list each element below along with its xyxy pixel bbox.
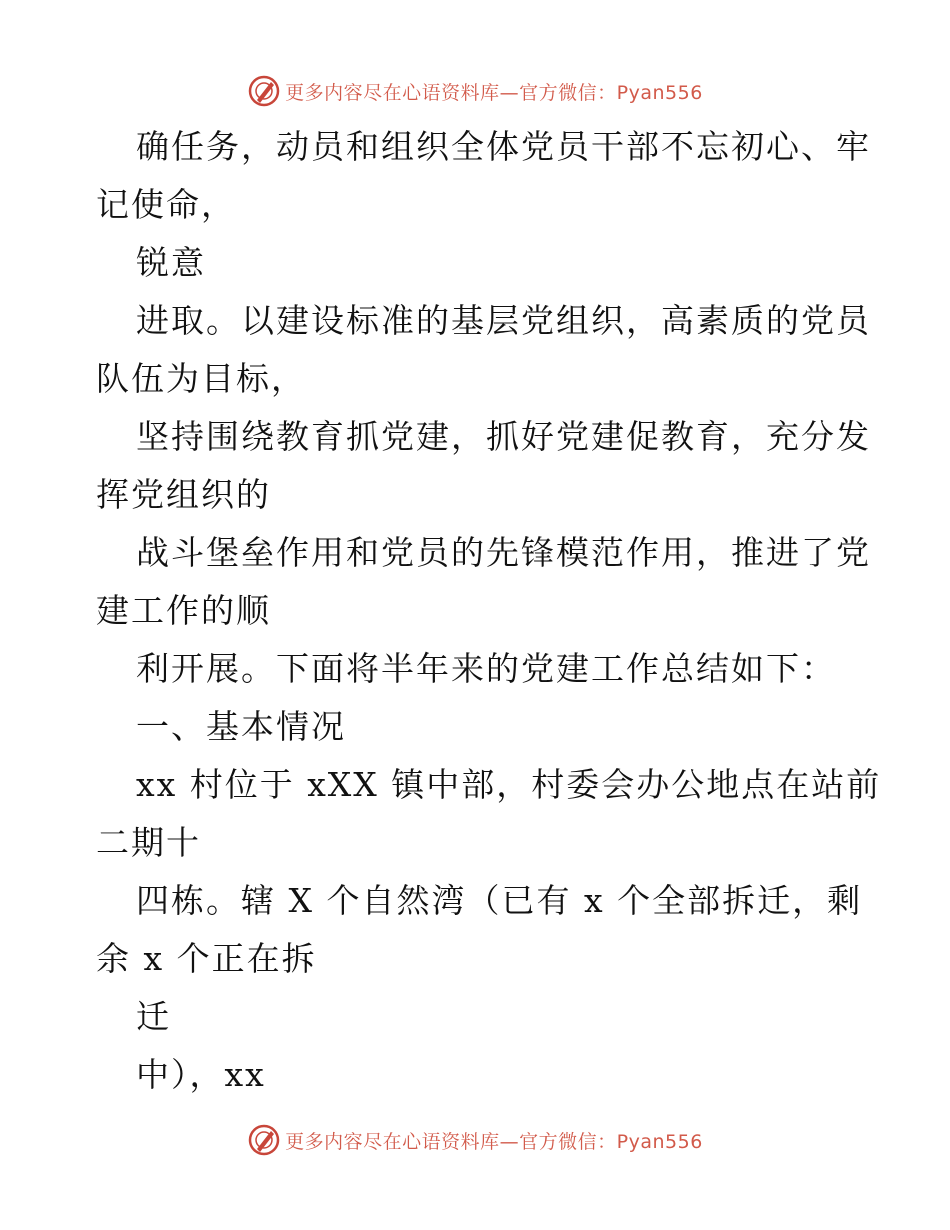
watermark-text: 更多内容尽在心语资料库—官方微信：Pyan556 [285, 1130, 703, 1153]
document-body [96, 118, 882, 1104]
section-heading: 一、基本情况 [136, 707, 346, 746]
text-line: 利开展。下面将半年来的党建工作总结如下： [136, 649, 836, 688]
header-watermark [0, 71, 950, 111]
text-line: 挥党组织的 [96, 475, 271, 514]
text-line: 战斗堡垒作用和党员的先锋模范作用，推进了党 [136, 533, 871, 572]
text-line: 进取。以建设标准的基层党组织，高素质的党员 [136, 301, 871, 340]
text-line: 四栋。辖 X 个自然湾（已有 x 个全部拆迁，剩 [136, 881, 863, 920]
text-line: xx 村位于 xXX 镇中部，村委会办公地点在站前 [136, 765, 882, 804]
text-line: 迁 [136, 997, 171, 1036]
text-line: 余 x 个正在拆 [96, 939, 317, 978]
text-line: 队伍为目标， [96, 359, 306, 398]
text-line: 锐意 [136, 243, 206, 282]
text-line: 确任务，动员和组织全体党员干部不忘初心、牢 [136, 127, 871, 166]
pen-logo-icon [247, 1123, 281, 1157]
watermark-text: 更多内容尽在心语资料库—官方微信：Pyan556 [285, 81, 703, 104]
text-line: 建工作的顺 [96, 591, 271, 630]
text-line: 中），xx [136, 1055, 266, 1094]
pen-logo-icon [247, 74, 281, 108]
text-line: 二期十 [96, 823, 201, 862]
text-line: 坚持围绕教育抓党建，抓好党建促教育，充分发 [136, 417, 871, 456]
footer-watermark [0, 1120, 950, 1160]
text-line: 记使命， [96, 185, 236, 224]
